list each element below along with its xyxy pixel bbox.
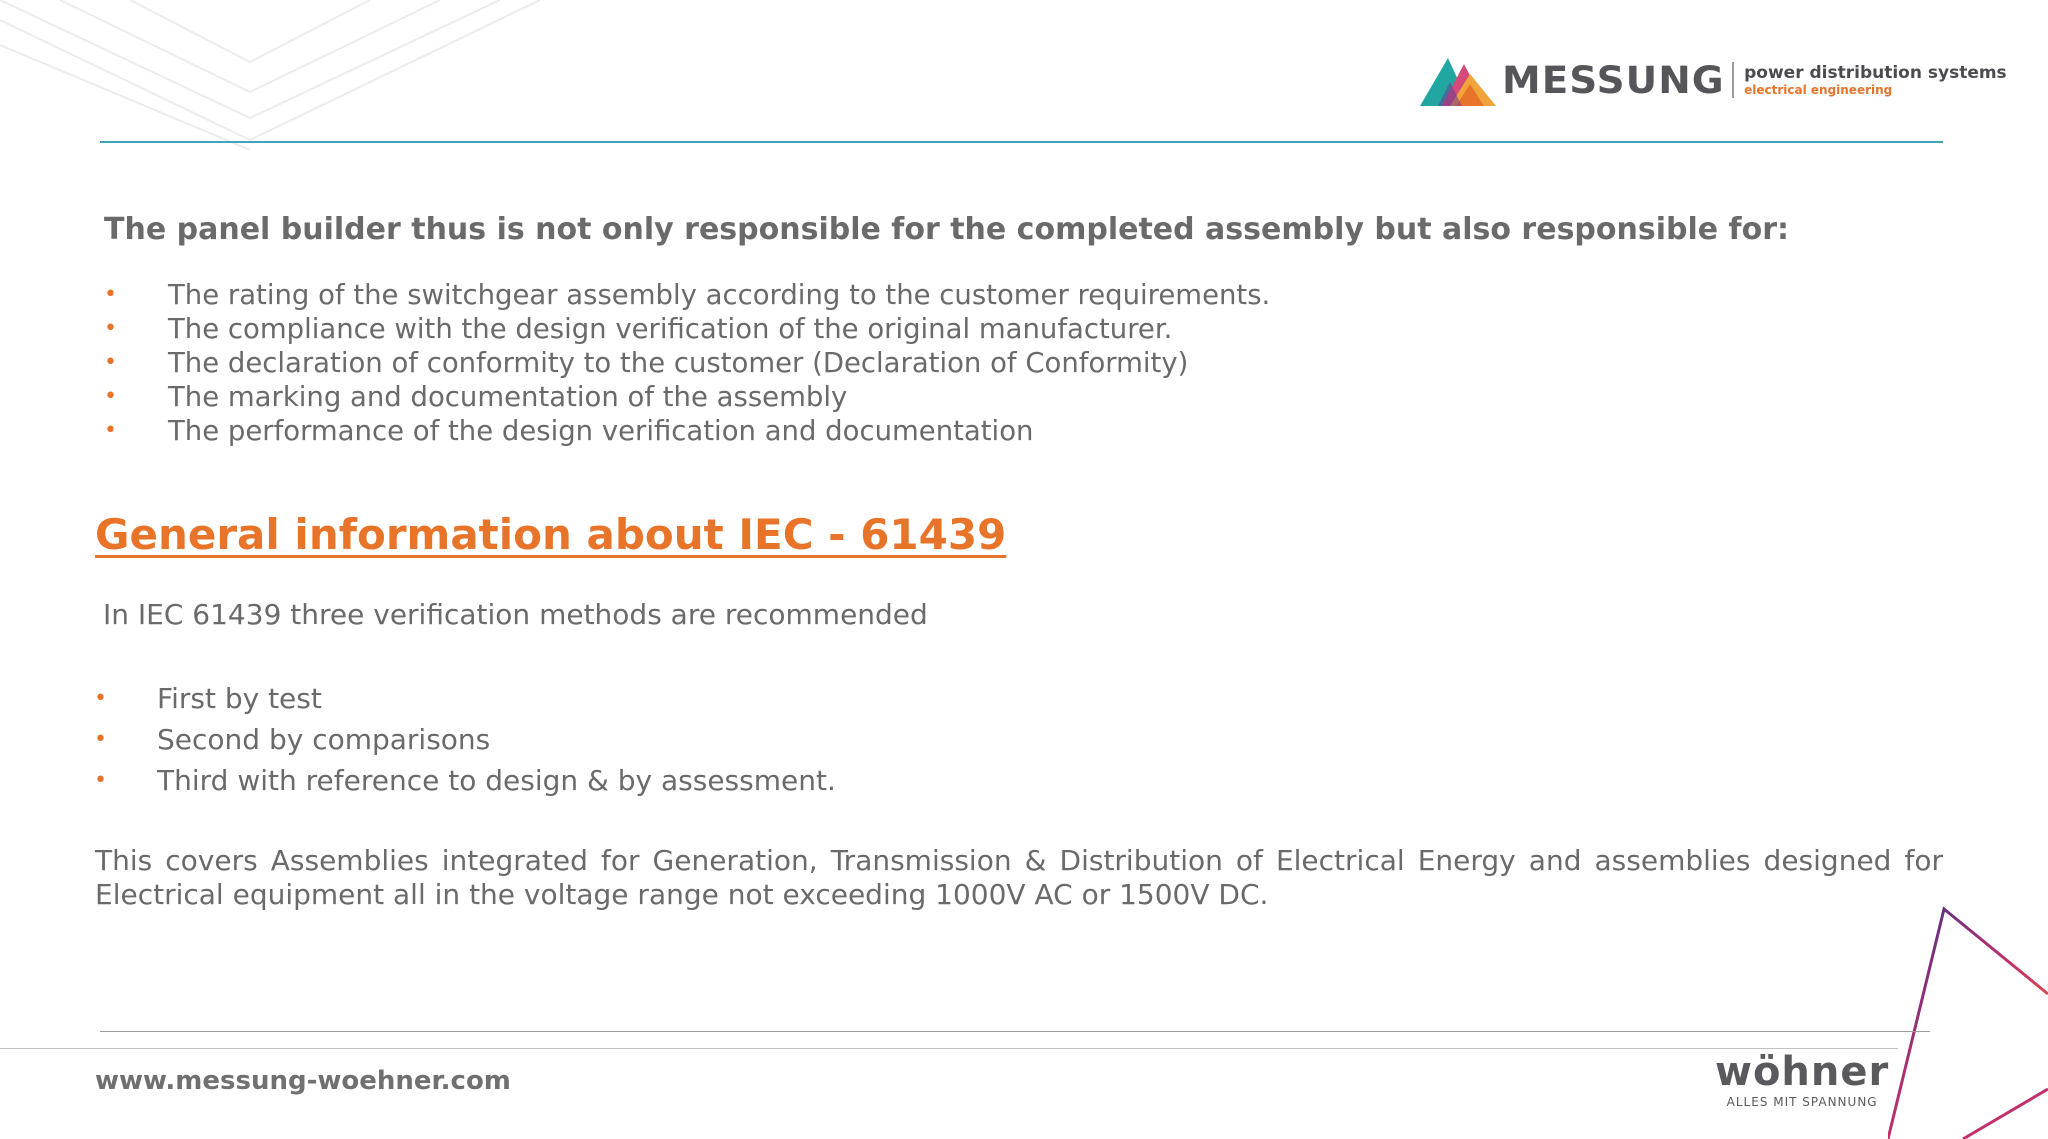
intro-text: The panel builder thus is not only responsible for the completed assembly but also responsible for: — [104, 212, 1790, 247]
logo-tagline — [1744, 62, 2007, 97]
list-item: • The declaration of conformity to the customer (Declaration of Conformity) — [104, 347, 1189, 379]
logo-separator — [1732, 62, 1734, 98]
bullet-icon: • — [104, 282, 117, 307]
responsibility-list — [104, 278, 1270, 448]
list-item: • The performance of the design verification and documentation — [104, 415, 1034, 447]
bullet-icon: • — [104, 350, 117, 375]
wohner-tagline: ALLES MIT SPANNUNG — [1726, 1095, 1878, 1109]
footer-url[interactable]: www.messung-woehner.com — [95, 1066, 511, 1096]
verification-methods-list — [94, 678, 836, 801]
list-item: • Second by comparisons — [94, 719, 836, 760]
list-item: • First by test — [94, 678, 836, 719]
bullet-icon: • — [94, 727, 107, 752]
messung-logo — [1420, 50, 2007, 110]
section-subheading: In IEC 61439 three verification methods are recommended — [103, 598, 928, 631]
list-item: • The marking and documentation of the assembly — [104, 381, 848, 413]
background-chevron-pattern — [0, 0, 540, 150]
footer-divider-secondary — [0, 1048, 1898, 1049]
wohner-logo — [1715, 1049, 1890, 1109]
bullet-icon: • — [94, 686, 107, 711]
bullet-icon: • — [94, 768, 107, 793]
section-heading: General information about IEC - 61439 — [95, 510, 1007, 559]
list-item: • Third with reference to design & by assessment. — [94, 760, 836, 801]
footer-divider — [100, 1031, 1930, 1032]
logo-tagline-main: power distribution systems — [1744, 62, 2007, 83]
logo-tagline-sub: electrical engineering — [1744, 82, 1893, 97]
bullet-icon: • — [104, 384, 117, 409]
scope-paragraph: This covers Assemblies integrated for Generation, Transmission & Distribution of Electrical Energy and assemblies designed for Electrical equipment all in the voltage range not exceeding 1000V AC or 1500V DC. — [95, 844, 1943, 911]
list-item: • The compliance with the design verification of the original manufacturer. — [104, 313, 1173, 345]
bullet-icon: • — [104, 316, 117, 341]
header-divider — [100, 141, 1943, 143]
bullet-icon: • — [104, 418, 117, 443]
wohner-brand-name: wöhner — [1715, 1049, 1890, 1095]
messung-brand-name: MESSUNG — [1502, 58, 1725, 102]
messung-logo-icon — [1420, 54, 1496, 106]
decorative-triangle — [1888, 879, 2048, 1139]
list-item: • The rating of the switchgear assembly according to the customer requirements. — [104, 279, 1271, 311]
